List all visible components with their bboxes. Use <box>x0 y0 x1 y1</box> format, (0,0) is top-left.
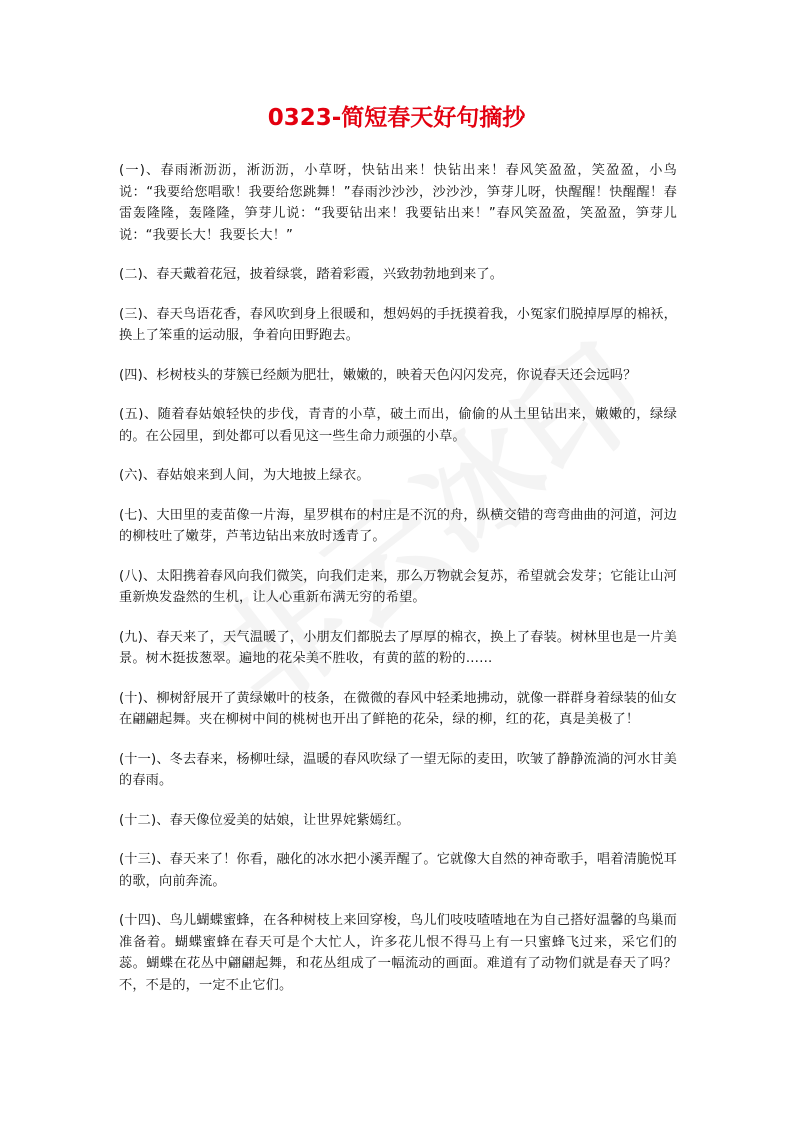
paragraph-text: 春天鸟语花香，春风吹到身上很暖和，想妈妈的手抚摸着我，小冤家们脱掉厚厚的棉袄，换上了笨重的运动服，争着向田野跑去。 <box>119 306 677 343</box>
paragraph-12 <box>119 810 677 832</box>
paragraph-5 <box>119 404 677 447</box>
paragraph-13 <box>119 849 677 892</box>
paragraph-text: 太阳携着春风向我们微笑，向我们走来，那么万物就会复苏，希望就会发芽；它能让山河重新焕发盎然的生机，让人心重新布满无穷的希望。 <box>119 568 677 605</box>
paragraph-number: (三)、 <box>119 306 157 322</box>
paragraph-text: 柳树舒展开了黄绿嫩叶的枝条，在微微的春风中轻柔地拂动，就像一群群身着绿装的仙女在翩翩起舞。夹在柳树中间的桃树也开出了鲜艳的花朵，绿的柳，红的花，真是美极了！ <box>119 690 677 727</box>
paragraph-text: 杉树枝头的芽簇已经颇为肥壮，嫩嫩的，映着天色闪闪发亮，你说春天还会远吗？ <box>156 367 637 383</box>
paragraph-9 <box>119 627 677 670</box>
paragraph-text: 春雨淅沥沥，淅沥沥，小草呀，快钻出来！快钻出来！春风笑盈盈，笑盈盈，小鸟说：“我要给您唱歌！我要给您跳舞！”春雨沙沙沙，沙沙沙，笋芽儿呀，快醒醒！快醒醒！春雷轰隆隆，轰隆隆，笋芽儿说：“我要钻出来！我要钻出来！”春风笑盈盈，笑盈盈，笋芽儿说：“我要长大！我要长大！” <box>119 163 678 243</box>
paragraph-number: (九)、 <box>119 629 157 645</box>
paragraph-number: (七)、 <box>119 507 157 523</box>
paragraph-text: 春天像位爱美的姑娘，让世界姹紫嫣红。 <box>169 812 410 828</box>
paragraph-text: 春姑娘来到人间，为大地披上绿衣。 <box>156 468 370 483</box>
paragraph-text: 大田里的麦苗像一片海，星罗棋布的村庄是不沉的舟，纵横交错的弯弯曲曲的河道，河边的柳枝吐了嫩芽，芦苇边钻出来放时透青了。 <box>119 507 677 544</box>
paragraph-number: (八)、 <box>119 568 157 584</box>
paragraph-number: (十三)、 <box>119 852 170 867</box>
paragraph-text: 随着春姑娘轻快的步伐，青青的小草，破土而出，偷偷的从土里钻出来，嫩嫩的，绿绿的。在公园里，到处都可以看见这一些生命力顽强的小草。 <box>119 407 677 444</box>
paragraph-7 <box>119 505 677 548</box>
paragraph-text: 春天来了，天气温暖了，小朋友们都脱去了厚厚的棉衣，换上了春装。树林里也是一片美景。树木挺拔葱翠。遍地的花朵美不胜收，有黄的蓝的粉的…… <box>119 629 677 666</box>
paragraph-text: 春天戴着花冠，披着绿裳，踏着彩霞，兴致勃勃地到来了。 <box>156 267 504 282</box>
paragraph-number: (十二)、 <box>119 812 170 828</box>
paragraph-number: (十一)、 <box>119 751 170 767</box>
paragraph-14 <box>119 910 677 996</box>
paragraph-11 <box>119 749 677 792</box>
paragraph-number: (四)、 <box>119 367 157 383</box>
paragraph-4 <box>119 365 677 387</box>
paragraph-text: 鸟儿蝴蝶蜜蜂，在各种树枝上来回穿梭，鸟儿们吱吱喳喳地在为自己搭好温馨的鸟巢而准备着。蝴蝶蜜蜂在春天可是个大忙人，许多花儿恨不得马上有一只蜜蜂飞过来，采它们的蕊。蝴蝶在花丛中翩翩起舞，和花丛组成了一幅流动的画面。难道有了动物们就是春天了吗？不，不是的，一定不止它们。 <box>119 913 677 993</box>
paragraph-text: 冬去春来，杨柳吐绿，温暖的春风吹绿了一望无际的麦田，吹皱了静静流淌的河水甘美的春雨。 <box>119 751 677 788</box>
paragraph-number: (五)、 <box>119 407 158 422</box>
document-body <box>119 160 677 1014</box>
paragraph-6 <box>119 465 677 487</box>
paragraph-1 <box>119 160 677 246</box>
paragraph-number: (十)、 <box>119 690 157 706</box>
paragraph-8 <box>119 566 677 609</box>
paragraph-10 <box>119 688 677 731</box>
paragraph-number: (一)、 <box>119 163 161 178</box>
paragraph-text: 春天来了！你看，融化的冰水把小溪弄醒了。它就像大自然的神奇歌手，唱着清脆悦耳的歌，向前奔流。 <box>119 852 677 889</box>
paragraph-2 <box>119 264 677 286</box>
document-title: 0323-简短春天好句摘抄 <box>267 105 526 131</box>
paragraph-number: (二)、 <box>119 267 157 282</box>
paragraph-number: (六)、 <box>119 468 157 483</box>
paragraph-number: (十四)、 <box>119 913 170 928</box>
paragraph-3 <box>119 304 677 347</box>
